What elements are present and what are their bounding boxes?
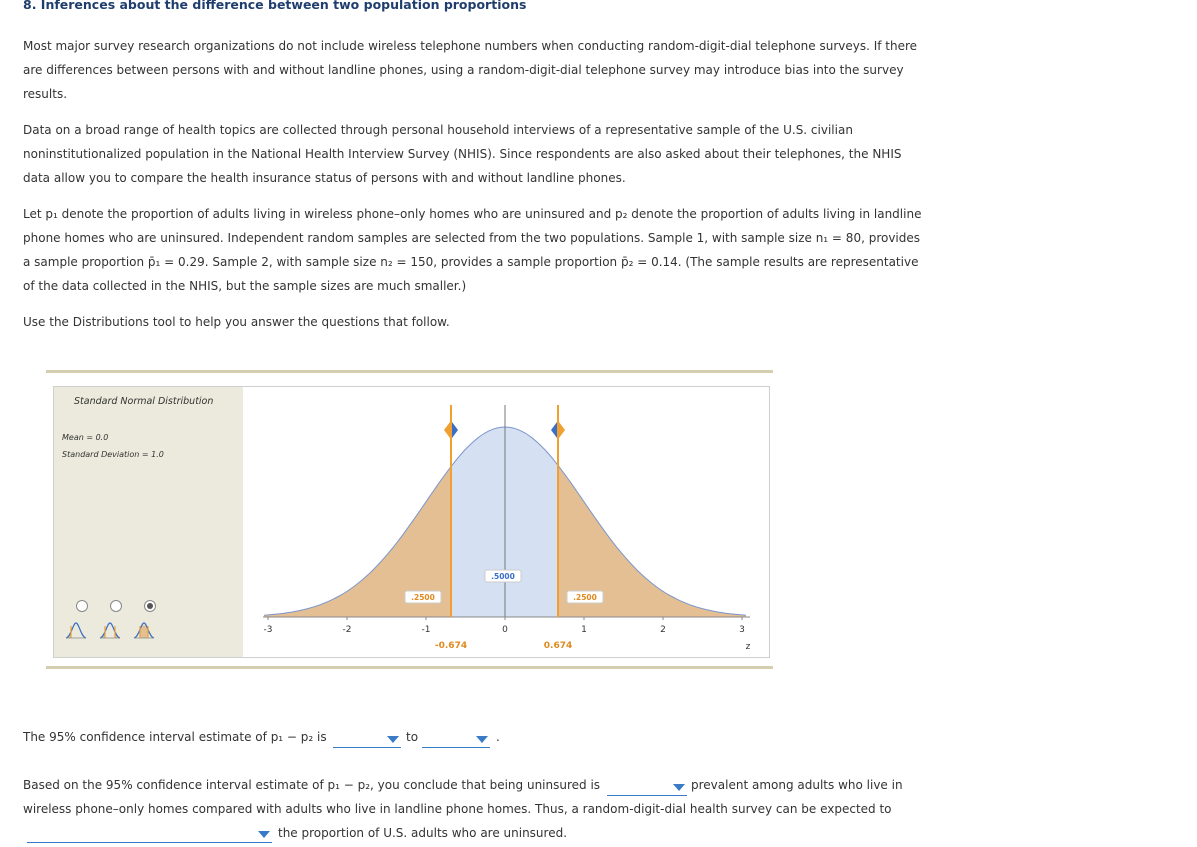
normal-curve-plot (243, 387, 769, 657)
svg-text:.2500: .2500 (573, 593, 597, 602)
chevron-down-icon (258, 831, 270, 838)
svg-text:.5000: .5000 (491, 572, 515, 581)
question-1 (23, 730, 327, 744)
q2-line1-suffix: prevalent among adults who live in (691, 778, 903, 792)
intro-paragraph (23, 34, 948, 106)
bias-direction-dropdown[interactable] (27, 826, 272, 843)
tool-control-panel (54, 387, 243, 657)
chevron-down-icon (673, 784, 685, 791)
text-line: of the data collected in the NHIS, but the sample sizes are much smaller.) (23, 279, 467, 293)
left-cutoff-value: -0.674 (434, 641, 468, 651)
tick-label: -1 (421, 625, 431, 635)
tick-label: 2 (660, 625, 666, 635)
tick-label: 3 (739, 625, 745, 635)
text-line: a sample proportion p̄₁ = 0.29. Sample 2, with sample size n₂ = 150, provides a sample proportion p̄₂ = 0.14. (The sample results are representative (23, 255, 919, 269)
central-area-icon[interactable] (133, 620, 155, 640)
prevalence-dropdown[interactable] (607, 779, 687, 796)
q1-prefix: The 95% confidence interval estimate of p₁ − p₂ is (23, 730, 327, 744)
text-line: results. (23, 87, 68, 101)
tick-label: 0 (502, 625, 508, 635)
z-axis-label: z (745, 642, 751, 652)
two-tail-icon[interactable] (99, 620, 121, 640)
ci-upper-dropdown[interactable] (422, 731, 490, 748)
nhis-paragraph (23, 118, 948, 190)
distributions-tool (53, 386, 770, 658)
svg-text:.2500: .2500 (411, 593, 435, 602)
definitions-paragraph (23, 202, 948, 298)
mode-radio-two-tail[interactable] (110, 600, 122, 612)
tick-label: -2 (342, 625, 352, 635)
q2-line1-prefix: Based on the 95% confidence interval estimate of p₁ − p₂, you conclude that being uninsured is (23, 778, 601, 792)
tick-label: 1 (581, 625, 587, 635)
section-heading: 8. Inferences about the difference between two population proportions (23, 0, 527, 12)
tool-bottom-rule (46, 666, 773, 669)
left-tail-icon[interactable] (65, 620, 87, 640)
text-line: data allow you to compare the health insurance status of persons with and without landline phones. (23, 171, 626, 185)
tool-instruction: Use the Distributions tool to help you answer the questions that follow. (23, 315, 450, 329)
q2-line2: wireless phone–only homes compared with adults who live in landline phone homes. Thus, a random-digit-dial health survey can be expected to (23, 802, 892, 816)
mean-label: Mean = 0.0 (62, 433, 109, 442)
chevron-down-icon (476, 736, 488, 743)
tick-label: -3 (263, 625, 273, 635)
text-line: noninstitutionalized population in the National Health Interview Survey (NHIS). Since respondents are also asked about their telephones, the NHIS (23, 147, 902, 161)
mode-radio-central[interactable] (144, 600, 156, 612)
chevron-down-icon (387, 736, 399, 743)
tool-top-rule (46, 370, 773, 373)
text-line: phone homes who are uninsured. Independent random samples are selected from the two populations. Sample 1, with sample size n₁ = 80, provides (23, 231, 921, 245)
left-area-badge (405, 591, 441, 603)
sd-label: Standard Deviation = 1.0 (62, 450, 164, 459)
ci-lower-dropdown[interactable] (333, 731, 401, 748)
q1-suffix: . (496, 730, 500, 744)
text-line: Most major survey research organizations do not include wireless telephone numbers when conducting random-digit-dial telephone surveys. If there (23, 39, 918, 53)
right-cutoff-value: 0.674 (543, 641, 573, 651)
text-line: Let p₁ denote the proportion of adults living in wireless phone–only homes who are uninsured and p₂ denote the proportion of adults living in landline (23, 207, 922, 221)
mode-radio-left-tail[interactable] (76, 600, 88, 612)
right-area-badge (567, 591, 603, 603)
tool-title: Standard Normal Distribution (74, 396, 214, 407)
q1-between: to (406, 730, 419, 744)
text-line: are differences between persons with and without landline phones, using a random-digit-dial telephone survey may introduce bias into the survey (23, 63, 904, 77)
center-area-badge (485, 570, 521, 582)
q2-line3-suffix: the proportion of U.S. adults who are uninsured. (278, 826, 568, 840)
text-line: Data on a broad range of health topics are collected through personal household interviews of a representative sample of the U.S. civilian (23, 123, 853, 137)
